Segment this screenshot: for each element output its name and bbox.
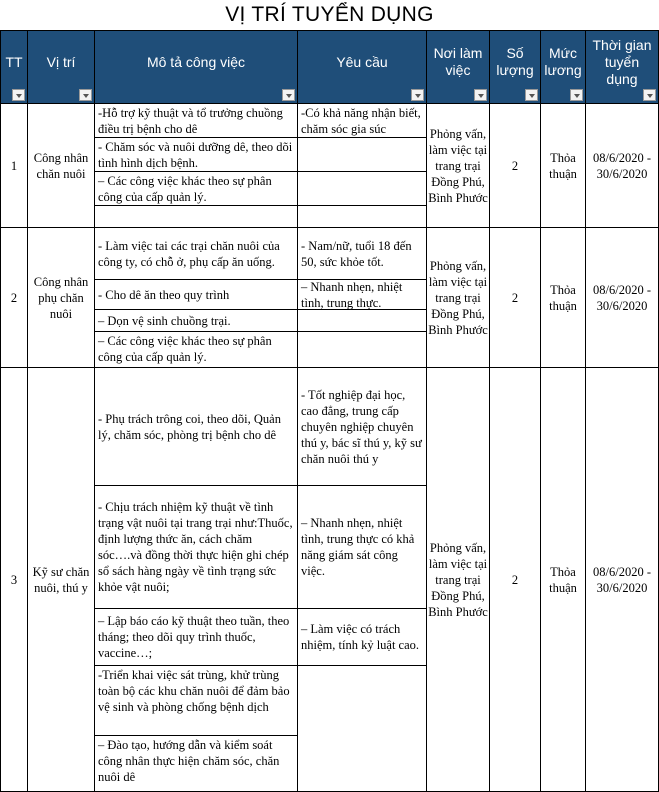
- column-header-workplace: Nơi làm việc: [427, 31, 490, 104]
- cell-tt[interactable]: 2: [1, 228, 28, 368]
- description-item: – Các công việc khác theo sự phân công của cấp quản lý.: [95, 172, 297, 206]
- cell-description[interactable]: [95, 104, 298, 228]
- cell-requirements[interactable]: [298, 368, 427, 792]
- filter-dropdown-icon[interactable]: [643, 89, 656, 101]
- description-item: - Chăm sóc và nuôi dưỡng dê, theo dõi tình hình dịch bệnh.: [95, 138, 297, 172]
- column-header-description: Mô tả công việc: [95, 31, 298, 104]
- cell-description[interactable]: [95, 228, 298, 368]
- requirement-item: – Nhanh nhẹn, nhiệt tình, trung thực có khả năng giám sát công việc.: [298, 486, 426, 609]
- cell-period[interactable]: 08/6/2020 - 30/6/2020: [586, 228, 659, 368]
- description-item: -Hỗ trợ kỹ thuật và tổ trưởng chuồng điều trị bệnh cho dê: [95, 104, 297, 138]
- filter-dropdown-icon[interactable]: [411, 89, 424, 101]
- requirement-item: [298, 310, 426, 332]
- requirement-item: [298, 666, 426, 791]
- cell-tt[interactable]: 3: [1, 368, 28, 792]
- requirement-item: [298, 172, 426, 206]
- cell-tt[interactable]: 1: [1, 104, 28, 228]
- description-item: - Cho dê ăn theo quy trình: [95, 280, 297, 310]
- description-item: [95, 206, 297, 227]
- cell-salary[interactable]: Thỏa thuận: [541, 104, 586, 228]
- requirement-item: [298, 138, 426, 172]
- cell-position[interactable]: Công nhân phụ chăn nuôi: [28, 228, 95, 368]
- column-header-salary: Mức lương: [541, 31, 586, 104]
- filter-dropdown-icon[interactable]: [79, 89, 92, 101]
- cell-description[interactable]: [95, 368, 298, 792]
- filter-dropdown-icon[interactable]: [570, 89, 583, 101]
- description-item: - Làm việc tai các trại chăn nuôi của công ty, có chỗ ở, phụ cấp ăn uống.: [95, 228, 297, 280]
- description-item: – Các công việc khác theo sự phân công của cấp quản lý.: [98, 334, 272, 364]
- column-header-quantity: Số lượng: [490, 31, 541, 104]
- filter-dropdown-icon[interactable]: [525, 89, 538, 101]
- cell-salary[interactable]: Thỏa thuận: [541, 368, 586, 792]
- filter-dropdown-icon[interactable]: [12, 89, 25, 101]
- description-item: – Dọn vệ sinh chuồng trại.: [95, 310, 297, 332]
- column-header-period: Thời gian tuyển dụng: [586, 31, 659, 104]
- requirement-item: -Có khả năng nhận biết, chăm sóc gia súc: [298, 104, 426, 138]
- description-item: – Lập báo cáo kỹ thuật theo tuần, theo tháng; theo dõi quy trình thuốc, vaccine…;: [95, 609, 297, 666]
- filter-dropdown-icon[interactable]: [282, 89, 295, 101]
- filter-dropdown-icon[interactable]: [474, 89, 487, 101]
- column-header-requirements: Yêu cầu: [298, 31, 427, 104]
- cell-position[interactable]: Công nhân chăn nuôi: [28, 104, 95, 228]
- cell-position[interactable]: Kỹ sư chăn nuôi, thú y: [28, 368, 95, 792]
- requirement-item: [298, 332, 426, 367]
- cell-requirements[interactable]: [298, 228, 427, 368]
- header-row: [1, 31, 659, 104]
- requirement-item: - Tốt nghiệp đại học, cao đẳng, trung cấp chuyên nghiệp chuyên thú y, bác sĩ thú y, kỹ sư chăn nuôi thú y: [298, 368, 426, 486]
- column-header-tt: TT: [1, 31, 28, 104]
- cell-quantity[interactable]: 2: [490, 228, 541, 368]
- cell-quantity[interactable]: 2: [490, 368, 541, 792]
- cell-period[interactable]: 08/6/2020 - 30/6/2020: [586, 368, 659, 792]
- table-row: [1, 228, 659, 368]
- requirement-item: – Nhanh nhẹn, nhiệt tình, trung thực.: [298, 280, 426, 310]
- table-row: [1, 104, 659, 228]
- column-header-position: Vị trí: [28, 31, 95, 104]
- description-item: - Chịu trách nhiệm kỹ thuật về tình trạng vật nuôi tại trang trại như:Thuốc, định lượng thức ăn, cách chăm sóc….và đồng thời thực hiện ghi chép sổ sách hàng ngày về tình trạng sức khỏe vật nuôi;: [95, 486, 297, 609]
- requirement-item: - Nam/nữ, tuổi 18 đến 50, sức khỏe tốt.: [298, 228, 426, 280]
- cell-workplace[interactable]: Phỏng vấn, làm việc tại trang trại Đồng Phú, Bình Phước: [427, 368, 490, 792]
- cell-requirements[interactable]: [298, 104, 427, 228]
- description-item: – Đào tạo, hướng dẫn và kiểm soát công nhân thực hiện chăm sóc, chăn nuôi dê: [98, 738, 280, 784]
- cell-period[interactable]: 08/6/2020 - 30/6/2020: [586, 104, 659, 228]
- table-row: [1, 368, 659, 792]
- description-item: - Phụ trách trông coi, theo dõi, Quản lý, chăm sóc, phòng trị bệnh cho dê: [95, 368, 297, 486]
- requirement-item: – Làm việc có trách nhiệm, tính kỷ luật cao.: [298, 609, 426, 666]
- cell-workplace[interactable]: Phỏng vấn, làm việc tại trang trại Đồng Phú, Bình Phước: [427, 104, 490, 228]
- cell-quantity[interactable]: 2: [490, 104, 541, 228]
- description-item: -Triển khai việc sát trùng, khử trùng toàn bộ các khu chăn nuôi để đảm bảo vệ sinh và phòng chống bệnh dịch: [95, 666, 297, 736]
- requirement-item: [298, 206, 426, 227]
- recruitment-table: [0, 30, 659, 792]
- cell-salary[interactable]: Thỏa thuận: [541, 228, 586, 368]
- page-title: VỊ TRÍ TUYỂN DỤNG: [225, 3, 434, 26]
- cell-workplace[interactable]: Phỏng vấn, làm việc tại trang trại Đồng Phú, Bình Phước: [427, 228, 490, 368]
